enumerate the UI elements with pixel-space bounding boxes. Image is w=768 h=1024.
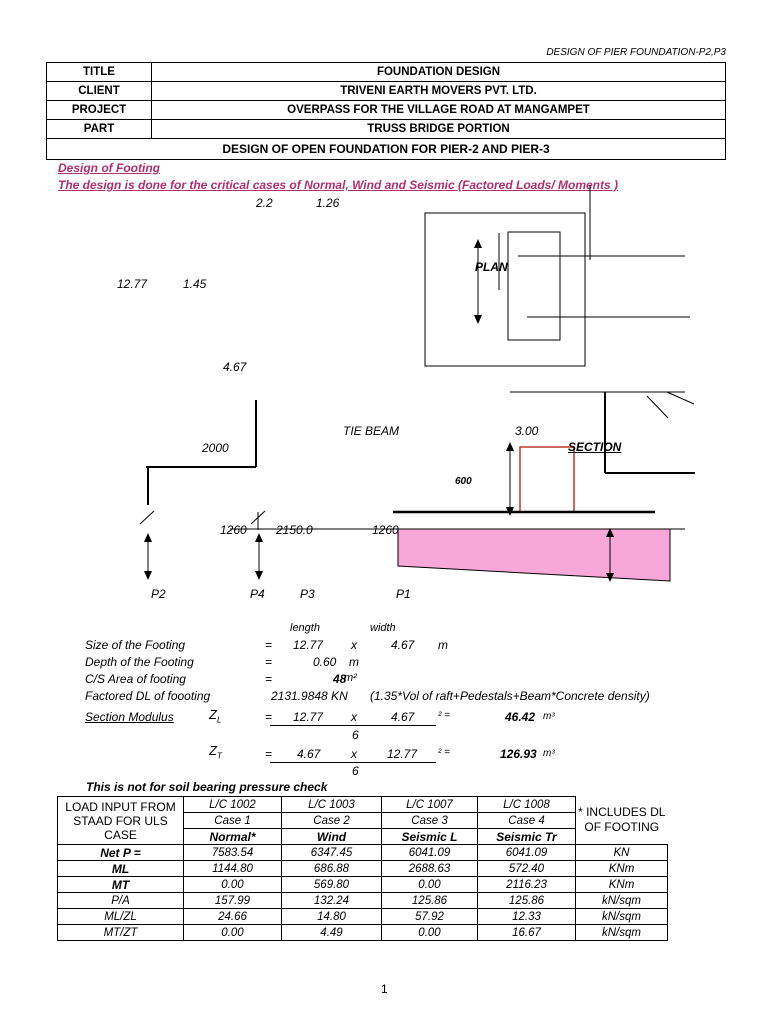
depth-value: 0.60 (313, 655, 337, 669)
pier-p1: P1 (396, 587, 411, 601)
p2-arrow-up (144, 533, 152, 542)
plan-label: PLAN (475, 260, 508, 274)
dl-note: (1.35*Vol of raft+Pedestals+Beam*Concrete density) (370, 689, 650, 703)
cell: 7583.54 (184, 845, 282, 861)
unit-cell: kN/sqm (576, 909, 668, 925)
dim-c: 1.45 (183, 277, 207, 291)
project-key: PROJECT (47, 101, 152, 120)
cell: 6041.09 (478, 845, 576, 861)
project-value: OVERPASS FOR THE VILLAGE ROAD AT MANGAMPET (152, 101, 726, 120)
p2-arrow-down (144, 571, 152, 580)
cell: 125.86 (382, 893, 478, 909)
col-length: length (290, 622, 320, 634)
case-name-2: Wind (282, 829, 382, 845)
cell: 569.80 (282, 877, 382, 893)
case-name-4: Seismic Tr (478, 829, 576, 845)
load-table (57, 796, 668, 941)
dim-a: 2.2 (256, 196, 273, 210)
zl-result: 46.42 (505, 710, 536, 724)
row-label: P/A (58, 893, 184, 909)
dim-d: 3.00 (515, 424, 539, 438)
row-label: MT/ZT (58, 925, 184, 941)
zt-symbol: $Z_T$ (209, 743, 222, 761)
cell: 14.80 (282, 909, 382, 925)
case-name-1: Normal* (184, 829, 282, 845)
dim-1260b: 1260 (372, 523, 399, 537)
dl-value: 2131.9848 KN (271, 689, 348, 703)
section-tick-2 (667, 392, 694, 404)
area-unit: m² (344, 672, 357, 684)
table-row (58, 909, 668, 925)
case-4: Case 4 (478, 813, 576, 829)
zt-x: x (351, 747, 357, 761)
zt-power: ² = (438, 747, 450, 758)
section-title: Design of Footing (58, 161, 160, 175)
cell: 125.86 (478, 893, 576, 909)
zl-symbol: $Z_L$ (209, 707, 222, 725)
table-row (58, 877, 668, 893)
cell: 24.66 (184, 909, 282, 925)
soil-note: This is not for soil bearing pressure check (86, 780, 328, 794)
table-row (58, 925, 668, 941)
area-value: 48 (333, 672, 347, 686)
cell: 157.99 (184, 893, 282, 909)
unit-cell: KN (576, 845, 668, 861)
zl-eq: = (265, 710, 273, 724)
area-eq: = (265, 672, 273, 686)
zt-unit: m³ (543, 748, 555, 759)
zl-unit: m³ (543, 711, 555, 722)
client-value: TRIVENI EARTH MOVERS PVT. LTD. (152, 82, 726, 101)
size-length: 12.77 (293, 638, 324, 652)
col-width: width (370, 622, 396, 634)
cell: 16.67 (478, 925, 576, 941)
row-label: ML/ZL (58, 909, 184, 925)
dl-side-note: * INCLUDES DL OF FOOTING (578, 805, 666, 835)
zt-result: 126.93 (500, 747, 537, 761)
zt-eq: = (265, 747, 273, 761)
cell: 1144.80 (184, 861, 282, 877)
cell: 0.00 (382, 925, 478, 941)
page-number: 1 (381, 982, 388, 996)
section-tick-1 (647, 396, 668, 418)
section-label: SECTION (568, 440, 622, 454)
design-banner: DESIGN OF OPEN FOUNDATION FOR PIER-2 AND PIER-3 (47, 139, 726, 160)
depth-label: Depth of the Footing (85, 655, 194, 669)
cell: 0.00 (184, 925, 282, 941)
size-eq: = (265, 638, 273, 652)
depth-unit: m (349, 655, 359, 669)
depth-eq: = (265, 655, 273, 669)
cell: 6041.09 (382, 845, 478, 861)
table-row (58, 861, 668, 877)
cell: 0.00 (184, 877, 282, 893)
cell: 2116.23 (478, 877, 576, 893)
lc-2: L/C 1003 (282, 797, 382, 813)
cell: 686.88 (282, 861, 382, 877)
p2-tick (140, 511, 154, 524)
plan-outline (425, 213, 585, 366)
part-key: PART (47, 120, 152, 139)
pier-p2: P2 (151, 587, 166, 601)
cell: 6347.45 (282, 845, 382, 861)
part-value: TRUSS BRIDGE PORTION (152, 120, 726, 139)
lc-4: L/C 1008 (478, 797, 576, 813)
cell: 572.40 (478, 861, 576, 877)
zl-divisor: 6 (352, 728, 359, 742)
lc-1: L/C 1002 (184, 797, 282, 813)
area-label: C/S Area of footing (85, 672, 186, 686)
dim-length: 12.77 (117, 277, 148, 291)
title-value: FOUNDATION DESIGN (152, 63, 726, 82)
p4-arrow-up (255, 533, 263, 542)
zl-power: ² = (438, 710, 450, 721)
plan-arrow-up (474, 239, 482, 248)
row-label: MT (58, 877, 184, 893)
unit-cell: KNm (576, 861, 668, 877)
row-label: ML (58, 861, 184, 877)
tie-beam-section (520, 447, 574, 512)
unit-cell: kN/sqm (576, 925, 668, 941)
cell: 4.49 (282, 925, 382, 941)
zt-divisor: 6 (352, 764, 359, 778)
dim-1260a: 1260 (220, 523, 247, 537)
size-x: x (351, 638, 357, 652)
row-label: Net P = (58, 845, 184, 861)
size-label: Size of the Footing (85, 638, 186, 652)
lc-3: L/C 1007 (382, 797, 478, 813)
case-name-3: Seismic L (382, 829, 478, 845)
document-reference: DESIGN OF PIER FOUNDATION-P2,P3 (546, 47, 726, 58)
plan-pedestal (508, 232, 560, 340)
tie-dim-arrow-up (506, 442, 514, 451)
cell: 2688.63 (382, 861, 478, 877)
zl-fraction-line (270, 725, 436, 726)
cell: 0.00 (382, 877, 478, 893)
zt-a: 4.67 (297, 747, 321, 761)
dim-width: 4.67 (223, 360, 247, 374)
pier-p3: P3 (300, 587, 315, 601)
unit-cell: KNm (576, 877, 668, 893)
footing-section-fill (398, 529, 670, 581)
load-input-header: LOAD INPUT FROM STAAD FOR ULS CASE (58, 797, 184, 845)
size-unit: m (438, 638, 448, 652)
section-note: The design is done for the critical cases of Normal, Wind and Seismic (Factored Loads/ Moments ) (58, 178, 619, 192)
case-2: Case 2 (282, 813, 382, 829)
size-width: 4.67 (391, 638, 415, 652)
dim-600: 600 (455, 476, 472, 487)
zl-b: 4.67 (391, 710, 415, 724)
dim-2000: 2000 (202, 441, 229, 455)
dim-b: 1.26 (316, 196, 340, 210)
pier-p4: P4 (250, 587, 265, 601)
dim-2150: 2150.0 (276, 523, 313, 537)
tie-beam-label: TIE BEAM (343, 424, 400, 438)
zt-b: 12.77 (387, 747, 418, 761)
section-modulus-label: Section Modulus (85, 710, 174, 724)
cell: 12.33 (478, 909, 576, 925)
unit-cell: kN/sqm (576, 893, 668, 909)
table-row (58, 893, 668, 909)
table-row (58, 845, 668, 861)
case-1: Case 1 (184, 813, 282, 829)
client-key: CLIENT (47, 82, 152, 101)
cell: 132.24 (282, 893, 382, 909)
p4-arrow-down (255, 571, 263, 580)
plan-arrow-down (474, 315, 482, 324)
zt-fraction-line (270, 762, 436, 763)
case-3: Case 3 (382, 813, 478, 829)
dl-label: Factored DL of foooting (85, 689, 211, 703)
zl-a: 12.77 (293, 710, 324, 724)
cell: 57.92 (382, 909, 478, 925)
zl-x: x (351, 710, 357, 724)
title-key: TITLE (47, 63, 152, 82)
